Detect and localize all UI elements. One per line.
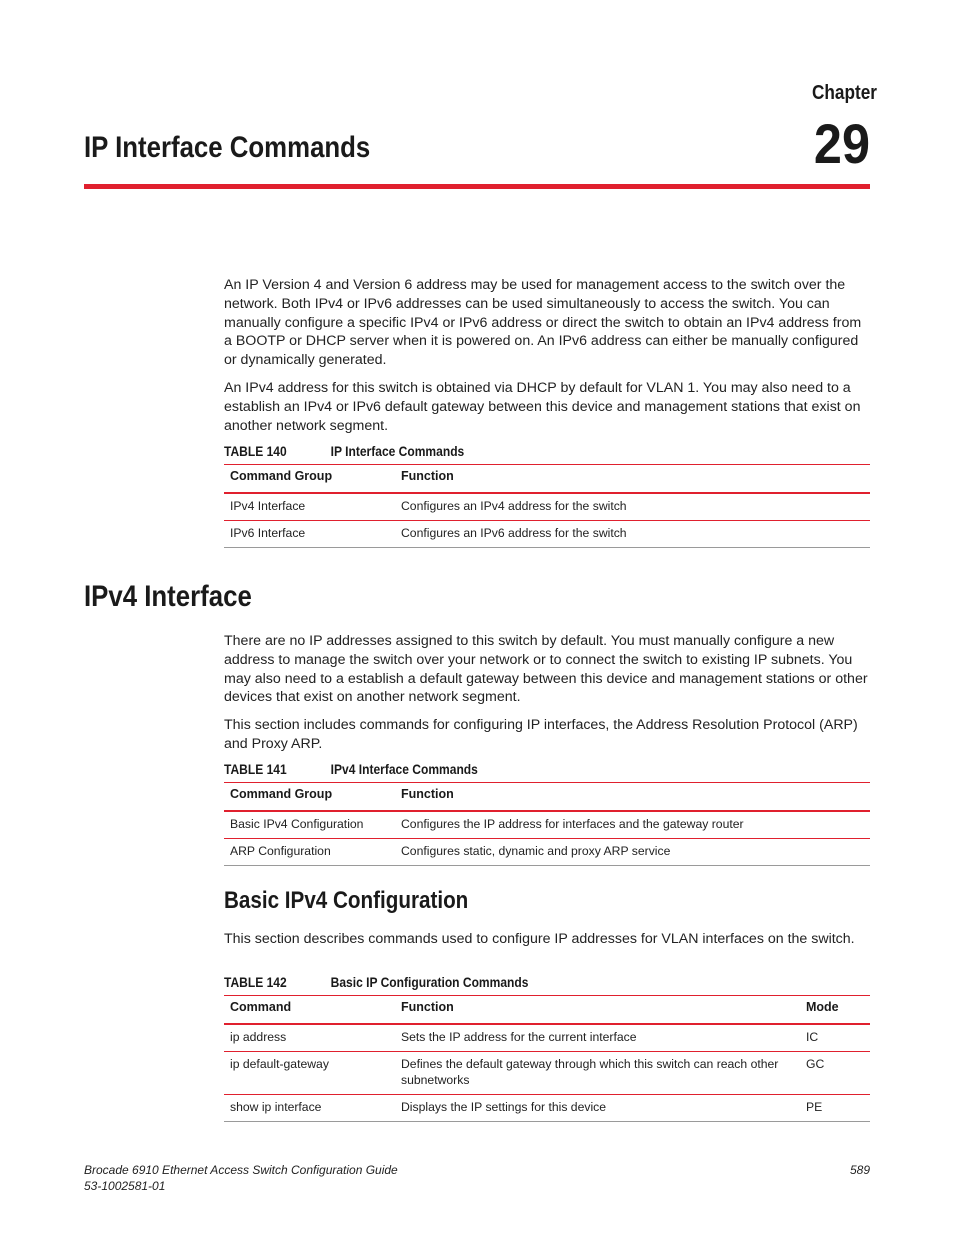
table-cell: Configures static, dynamic and proxy ARP service — [401, 844, 671, 858]
table-142-title: Basic IP Configuration Commands — [330, 974, 529, 990]
column-header: Command Group — [230, 469, 333, 483]
column-header: Function — [401, 787, 454, 801]
table-row — [224, 811, 870, 839]
link-basic-ipv4-configuration[interactable]: Basic IPv4 Configuration — [230, 817, 364, 831]
table-row — [224, 521, 870, 548]
table-140-title: IP Interface Commands — [330, 443, 465, 459]
link-ip-address[interactable]: ip address — [230, 1030, 287, 1044]
table-header-row — [224, 996, 870, 1025]
column-header: Function — [401, 469, 454, 483]
table-cell: GC — [806, 1057, 825, 1071]
table-142 — [224, 995, 870, 1122]
table-142-caption — [224, 974, 528, 990]
table-142-number: TABLE 142 — [224, 974, 287, 990]
section-heading-ipv4-interface: IPv4 Interface — [84, 580, 252, 613]
intro-text-1: An IP Version 4 and Version 6 address may be used for management access to the switch over the network. Both IPv4 or IPv6 addresses can be used simultaneously to access the switch. You can manually configure a specific IPv4 or IPv6 address or direct the switch to obtain an IPv4 address from a BOOTP or DHCP server when it is powered on. An IPv6 address can either be manually configured or dynamically generated. — [224, 277, 862, 369]
ipv4-text-1: There are no IP addresses assigned to this switch by default. You must manually configure a new address to manage the switch over your network or to connect the switch to existing IP subnets. You may also need to a establish a default gateway between this device and management stations or other devices that exist on another network segment. — [224, 633, 868, 706]
basic-text: This section describes commands used to configure IP addresses for VLAN interfaces on the switch. — [224, 931, 855, 947]
column-header: Mode — [806, 1000, 839, 1014]
table-140 — [224, 464, 870, 548]
column-header: Command — [230, 1000, 292, 1014]
footer-page-number: 589 — [849, 1163, 870, 1177]
footer-guide-title: Brocade 6910 Ethernet Access Switch Configuration Guide — [84, 1163, 398, 1177]
table-cell: Displays the IP settings for this device — [401, 1100, 607, 1114]
chapter-label: Chapter — [812, 82, 877, 104]
ipv4-paragraph-2 — [224, 716, 870, 754]
page-title: IP Interface Commands — [84, 131, 371, 164]
table-140-caption — [224, 443, 464, 459]
table-row — [224, 1095, 870, 1122]
table-row — [224, 839, 870, 866]
table-row — [224, 493, 870, 521]
chapter-number: 29 — [813, 112, 870, 175]
table-141-title: IPv4 Interface Commands — [330, 761, 478, 777]
link-ipv4-interface[interactable]: IPv4 Interface — [230, 499, 306, 513]
intro-paragraph-1 — [224, 276, 870, 370]
table-cell: Sets the IP address for the current interface — [401, 1030, 637, 1044]
table-141-caption — [224, 761, 478, 777]
table-cell: Configures an IPv6 address for the switch — [401, 526, 627, 540]
basic-paragraph — [224, 930, 870, 949]
table-141 — [224, 782, 870, 866]
column-header: Function — [401, 1000, 454, 1014]
table-140-number: TABLE 140 — [224, 443, 287, 459]
link-ip-default-gateway[interactable]: ip default-gateway — [230, 1057, 329, 1071]
chapter-rule — [84, 184, 870, 189]
link-ipv6-interface[interactable]: IPv6 Interface — [230, 526, 306, 540]
table-cell: PE — [806, 1100, 823, 1114]
table-header-row — [224, 465, 870, 494]
table-header-row — [224, 783, 870, 812]
table-cell: IC — [806, 1030, 819, 1044]
intro-text-2: An IPv4 address for this switch is obtained via DHCP by default for VLAN 1. You may also need to a establish an IPv4 or IPv6 default gateway between this device and management stations that exist on another network segment. — [224, 380, 861, 434]
link-arp-configuration[interactable]: ARP Configuration — [230, 844, 331, 858]
intro-paragraph-2 — [224, 379, 870, 435]
table-row — [224, 1052, 870, 1095]
table-cell: Configures the IP address for interfaces and the gateway router — [401, 817, 744, 831]
section-heading-basic-ipv4: Basic IPv4 Configuration — [224, 887, 469, 914]
ipv4-paragraph-1 — [224, 632, 870, 707]
footer-doc-number: 53-1002581-01 — [84, 1179, 166, 1193]
column-header: Command Group — [230, 787, 333, 801]
table-row — [224, 1024, 870, 1052]
link-show-ip-interface[interactable]: show ip interface — [230, 1100, 322, 1114]
ipv4-text-2: This section includes commands for configuring IP interfaces, the Address Resolution Protocol (ARP) and Proxy ARP. — [224, 717, 858, 752]
table-cell: Configures an IPv4 address for the switch — [401, 499, 627, 513]
table-cell: Defines the default gateway through which this switch can reach other subnetworks — [401, 1057, 779, 1087]
table-141-number: TABLE 141 — [224, 761, 287, 777]
